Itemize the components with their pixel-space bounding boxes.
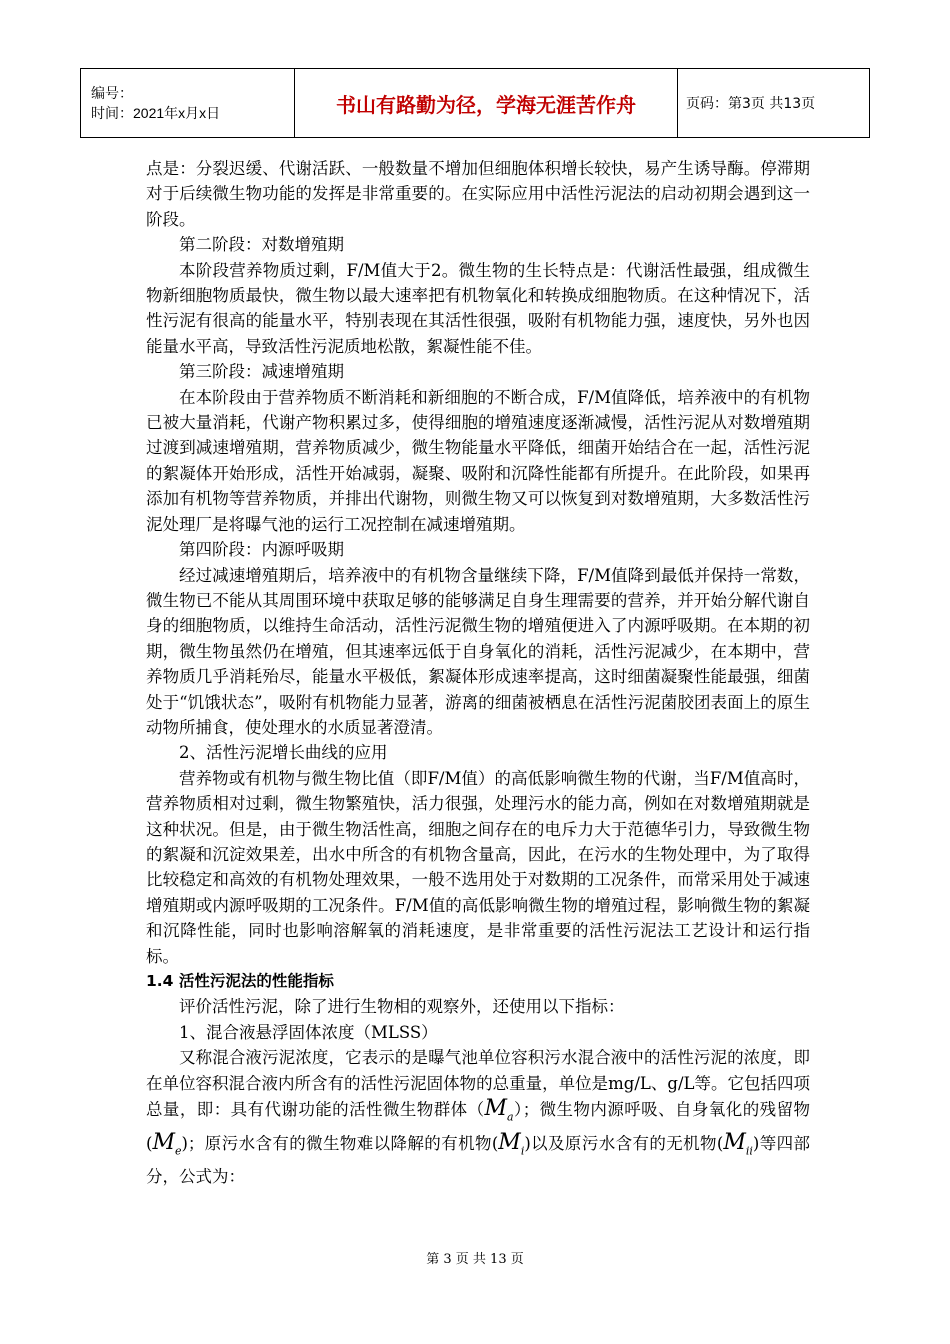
document-body <box>146 156 810 1189</box>
paragraph: 点是：分裂迟缓、代谢活跃、一般数量不增加但细胞体积增长较快，易产生诱导酶。停滞期对于后续微生物功能的发挥是非常重要的。在实际应用中活性污泥法的启动初期会遇到这一阶段。 <box>146 159 810 229</box>
stage-heading: 第二阶段：对数增殖期 <box>179 235 344 255</box>
stage-heading: 第三阶段：减速增殖期 <box>179 362 344 382</box>
stage-heading: 第四阶段：内源呼吸期 <box>179 540 344 560</box>
symbol-mi: $M_i$ <box>498 1129 525 1158</box>
mlss-paragraph: 又称混合液污泥浓度，它表示的是曝气池单位容积污水混合液中的活性污泥的浓度，即在单位容积混合液内所含有的活性污泥固体物的总重量，单位是mg/L、g/L等。它包括四项总量，即：具有代谢功能的活性微生物群体$(M_a)$；微生物内源呼吸、自身氧化的残留物$(M_e)$；原污水含有的微生物难以降解的有机物$(M_i)$以及原污水含有的无机物$(M_{ii})$等四部分，公式为： <box>146 1048 811 1186</box>
symbol-ma: $M_a$ <box>484 1096 514 1124</box>
subsection-heading: 1、混合液悬浮固体浓度（MLSS） <box>179 1022 438 1042</box>
header-page-info: 页码：第3页 共13页 <box>678 69 870 138</box>
symbol-mii: $M_{ii}$ <box>723 1129 753 1158</box>
paragraph: 在本阶段由于营养物质不断消耗和新细胞的不断合成，F/M值降低，培养液中的有机物已被大量消耗，代谢产物积累过多，使得细胞的增殖速度逐渐减慢，活性污泥从对数增殖期过渡到减速增殖期，营养物质减少，微生物能量水平降低，细菌开始结合在一起，活性污泥的絮凝体开始形成，活性开始减弱，凝聚、吸附和沉降性能都有所提升。在此阶段，如果再添加有机物等营养物质，并排出代谢物，则微生物又可以恢复到对数增殖期，大多数活性污泥处理厂是将曝气池的运行工况控制在减速增殖期。 <box>146 387 810 534</box>
section-heading: 1.4 活性污泥法的性能指标 <box>146 972 334 990</box>
paragraph: 本阶段营养物质过剩，F/M值大于2。微生物的生长特点是：代谢活性最强，组成微生物新细胞物质最快，微生物以最大速率把有机物氧化和转换成细胞物质。在这种情况下，活性污泥有很高的能量水平，特别表现在其活性很强，吸附有机物能力强，速度快，另外也因能量水平高，导致活性污泥质地松散，絮凝性能不佳。 <box>146 260 810 356</box>
document-number: 编号： <box>91 85 133 101</box>
symbol-me: $M_e$ <box>152 1129 182 1158</box>
paragraph: 评价活性污泥，除了进行生物相的观察外，还使用以下指标： <box>179 997 625 1017</box>
paragraph: 营养物或有机物与微生物比值（即F/M值）的高低影响微生物的代谢，当F/M值高时，营养物质相对过剩，微生物繁殖快，活力很强，处理污水的能力高，例如在对数增殖期就是这种状况。但是，由于微生物活性高，细胞之间存在的电斥力大于范德华引力，导致微生物的絮凝和沉淀效果差，出水中所含的有机物含量高，因此，在污水的生物处理中，为了取得比较稳定和高效的有机物处理效果，一般不选用处于对数期的工况条件，而常采用处于减速增殖期或内源呼吸期的工况条件。F/M值的高低影响微生物的增殖过程，影响微生物的絮凝和沉降性能，同时也影响溶解氧的消耗速度，是非常重要的活性污泥法工艺设计和运行指标。 <box>146 768 810 966</box>
paragraph: 经过减速增殖期后，培养液中的有机物含量继续下降，F/M值降到最低并保持一常数，微生物已不能从其周围环境中获取足够的能够满足自身生理需要的营养，并开始分解代谢自身的细胞物质，以维持生命活动，活性污泥微生物的增殖便进入了内源呼吸期。在本期的初期，微生物虽然仍在增殖，但其速率远低于自身氧化的消耗，活性污泥减少，在本期中，营养物质几乎消耗殆尽，能量水平极低，絮凝体形成速率提高，这时细菌凝聚性能最强，细菌处于“饥饿状态”，吸附有机物能力显著，游离的细菌被栖息在活性污泥菌胶团表面上的原生动物所捕食，使处理水的水质显著澄清。 <box>146 565 810 737</box>
document-date: 时间：2021年x月x日 <box>91 105 221 121</box>
header-meta <box>81 69 295 138</box>
header-motto: 书山有路勤为径，学海无涯苦作舟 <box>295 69 678 138</box>
page-header <box>80 68 870 138</box>
subsection-heading: 2、活性污泥增长曲线的应用 <box>179 743 388 763</box>
page-footer: 第 3 页 共 13 页 <box>426 1252 524 1267</box>
